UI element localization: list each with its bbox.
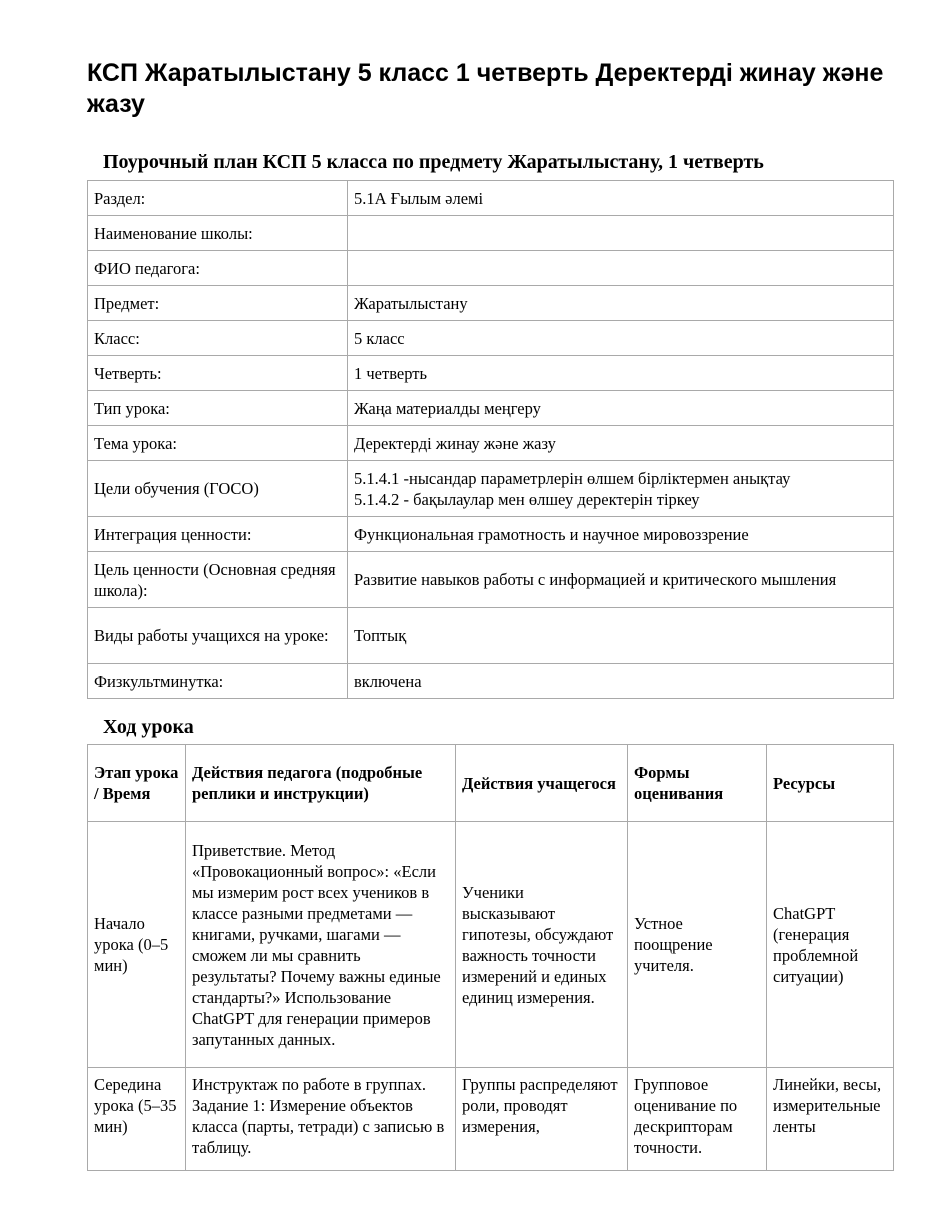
column-header: Ресурсы	[767, 745, 894, 822]
info-value	[348, 216, 894, 251]
goal-line: 5.1.4.2 - бақылаулар мен өлшеу деректерін тіркеу	[354, 489, 700, 509]
info-label: Интеграция ценности:	[88, 517, 348, 552]
assessment-cell: Групповое оценивание по дескрипторам точности.	[628, 1068, 767, 1171]
lesson-course-table	[87, 744, 894, 1171]
info-label: Цель ценности (Основная средняя школа):	[88, 552, 348, 608]
info-value: Жаратылыстану	[348, 286, 894, 321]
info-value: 1 четверть	[348, 356, 894, 391]
info-value: 5.1А Ғылым әлемі	[348, 181, 894, 216]
info-value: Деректерді жинау және жазу	[348, 426, 894, 461]
student-actions-cell: Группы распределяют роли, проводят измерения,	[456, 1068, 628, 1171]
course-heading: Ход урока	[103, 716, 194, 738]
info-row-goals	[88, 461, 894, 517]
info-row-teacher	[88, 251, 894, 286]
table-row	[88, 1068, 894, 1171]
info-value: Функциональная грамотность и научное мировоззрение	[348, 517, 894, 552]
info-row-work-types	[88, 608, 894, 664]
info-row-quarter	[88, 356, 894, 391]
plan-heading: Поурочный план КСП 5 класса по предмету Жаратылыстану, 1 четверть	[103, 151, 764, 173]
resources-cell: Линейки, весы, измерительные ленты	[767, 1068, 894, 1171]
info-value: включена	[348, 664, 894, 699]
info-value	[348, 251, 894, 286]
info-label: Тип урока:	[88, 391, 348, 426]
info-row-value-goal	[88, 552, 894, 608]
info-value: Развитие навыков работы с информацией и критического мышления	[348, 552, 894, 608]
goal-line: 5.1.4.1 -нысандар параметрлерін өлшем бірліктермен анықтау	[354, 468, 791, 488]
info-label: Физкультминутка:	[88, 664, 348, 699]
info-row-topic	[88, 426, 894, 461]
assessment-cell: Устное поощрение учителя.	[628, 822, 767, 1068]
info-label: Виды работы учащихся на уроке:	[88, 608, 348, 664]
info-row-school	[88, 216, 894, 251]
info-row-section	[88, 181, 894, 216]
course-header-row	[88, 745, 894, 822]
info-row-value-integration	[88, 517, 894, 552]
column-header: Формы оценивания	[628, 745, 767, 822]
info-label: Раздел:	[88, 181, 348, 216]
info-row-physical-break	[88, 664, 894, 699]
info-row-class	[88, 321, 894, 356]
info-value	[348, 461, 894, 517]
info-label: Четверть:	[88, 356, 348, 391]
info-value: Жаңа материалды меңгеру	[348, 391, 894, 426]
info-label: ФИО педагога:	[88, 251, 348, 286]
column-header: Действия педагога (подробные реплики и инструкции)	[186, 745, 456, 822]
column-header: Этап урока / Время	[88, 745, 186, 822]
teacher-actions-cell: Инструктаж по работе в группах. Задание 1: Измерение объектов класса (парты, тетради) с записью в таблицу.	[186, 1068, 456, 1171]
table-row	[88, 822, 894, 1068]
stage-cell: Середина урока (5–35 мин)	[88, 1068, 186, 1171]
info-label: Наименование школы:	[88, 216, 348, 251]
page-title: КСП Жаратылыстану 5 класс 1 четверть Деректерді жинау және жазу	[87, 59, 884, 118]
lesson-info-table	[87, 180, 894, 699]
info-value: 5 класс	[348, 321, 894, 356]
info-row-subject	[88, 286, 894, 321]
teacher-actions-cell: Приветствие. Метод «Провокационный вопрос»: «Если мы измерим рост всех учеников в классе разными предметами — книгами, ручками, шагами — сможем ли мы сравнить результаты? Почему важны единые стандарты?» Использование ChatGPT для генерации примеров запутанных данных.	[186, 822, 456, 1068]
info-row-lesson-type	[88, 391, 894, 426]
info-label: Класс:	[88, 321, 348, 356]
info-label: Тема урока:	[88, 426, 348, 461]
info-value: Топтық	[348, 608, 894, 664]
info-label: Предмет:	[88, 286, 348, 321]
info-label: Цели обучения (ГОСО)	[88, 461, 348, 517]
column-header: Действия учащегося	[456, 745, 628, 822]
student-actions-cell: Ученики высказывают гипотезы, обсуждают важность точности измерений и единых единиц измерения.	[456, 822, 628, 1068]
document-page	[87, 58, 893, 1171]
resources-cell: ChatGPT (генерация проблемной ситуации)	[767, 822, 894, 1068]
stage-cell: Начало урока (0–5 мин)	[88, 822, 186, 1068]
